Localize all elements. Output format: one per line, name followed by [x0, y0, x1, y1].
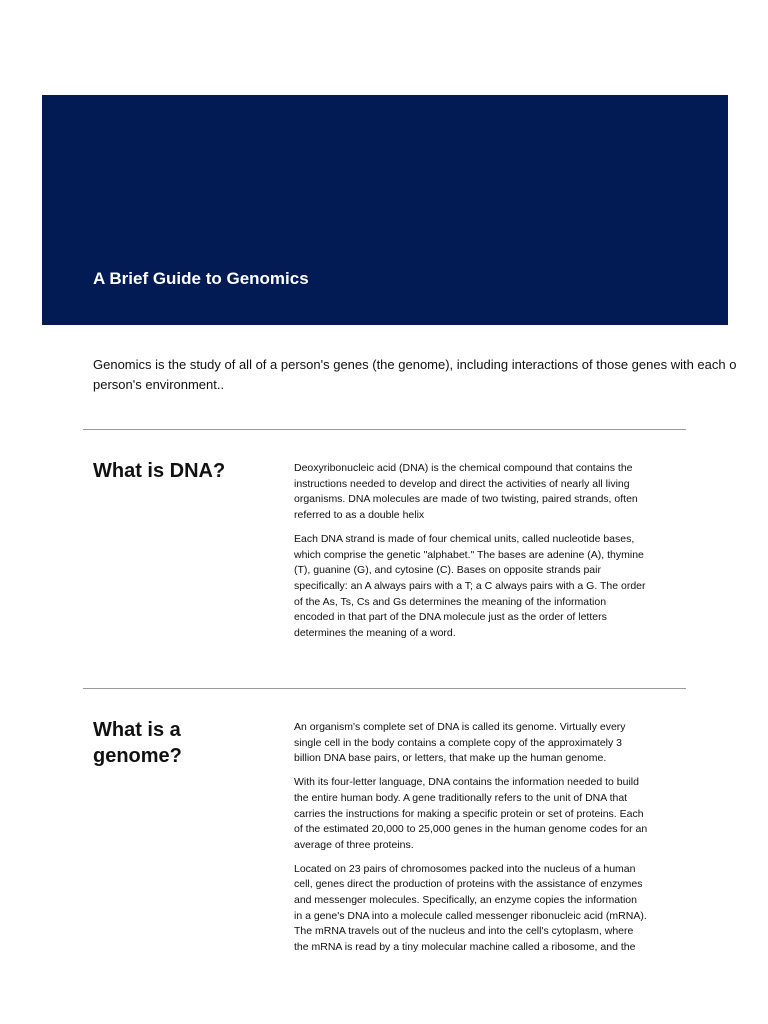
text-line: cell, genes direct the production of proteins with the assistance of enzymes [294, 878, 643, 891]
text-line: Located on 23 pairs of chromosomes packed into the nucleus of a human [294, 862, 636, 875]
text-line: An organism's complete set of DNA is called its genome. Virtually every [294, 721, 626, 733]
text-line: of the As, Ts, Cs and Gs determines the meaning of the information [294, 595, 607, 608]
paragraph [294, 720, 689, 767]
hero-banner [42, 95, 728, 325]
section-divider [83, 688, 686, 689]
text-line: encoded in that part of the DNA molecule just as the order of letters [294, 611, 607, 624]
text-line: determines the meaning of a word. [294, 627, 456, 640]
section-divider [83, 429, 686, 430]
text-line: of the estimated 20,000 to 25,000 genes in the human genome codes for an [294, 823, 648, 836]
text-line: With its four-letter language, DNA contains the information needed to build [294, 776, 639, 789]
paragraph [294, 532, 689, 642]
paragraph [294, 862, 689, 956]
paragraph [294, 775, 689, 854]
text-line: and messenger molecules. Specifically, an enzyme copies the information [294, 894, 637, 907]
page-title: A Brief Guide to Genomics [93, 269, 309, 288]
text-line: carries the instructions for making a specific protein or set of proteins. Each [294, 807, 644, 820]
text-line: Deoxyribonucleic acid (DNA) is the chemical compound that contains the [294, 462, 633, 474]
text-line: single cell in the body contains a complete copy of the approximately 3 [294, 736, 623, 749]
intro-line: Genomics is the study of all of a person's genes (the genome), including interactions of those genes with each o [93, 357, 737, 372]
section-heading-genome [93, 717, 182, 769]
text-line: the mRNA is read by a tiny molecular machine called a ribosome, and the [294, 941, 636, 954]
section-body-genome [294, 720, 689, 964]
text-line: the entire human body. A gene traditionally refers to the unit of DNA that [294, 791, 628, 804]
text-line: organisms. DNA molecules are made of two twisting, paired strands, often [294, 493, 638, 506]
text-line: referred to as a double helix [294, 509, 425, 522]
section-heading-dna [93, 458, 225, 484]
text-line: billion DNA base pairs, or letters, that make up the human genome. [294, 752, 607, 765]
paragraph [294, 461, 689, 524]
section-body-dna [294, 461, 689, 650]
intro-paragraph [93, 355, 768, 394]
text-line: The mRNA travels out of the nucleus and into the cell's cytoplasm, where [294, 925, 634, 938]
text-line: specifically: an A always pairs with a T; a C always pairs with a G. The order [294, 579, 646, 592]
text-line: which comprise the genetic "alphabet." The bases are adenine (A), thymine [294, 548, 644, 561]
section-heading-line: What is a [93, 719, 181, 741]
intro-line: person's environment.. [93, 376, 225, 392]
section-heading-line: What is DNA? [93, 460, 226, 482]
section-heading-line: genome? [93, 745, 182, 767]
text-line: average of three proteins. [294, 838, 414, 851]
text-line: (T), guanine (G), and cytosine (C). Bases on opposite strands pair [294, 564, 601, 577]
text-line: Each DNA strand is made of four chemical units, called nucleotide bases, [294, 532, 635, 545]
text-line: instructions needed to develop and direct the activities of nearly all living [294, 477, 630, 490]
text-line: in a gene's DNA into a molecule called messenger ribonucleic acid (mRNA). [294, 909, 647, 922]
